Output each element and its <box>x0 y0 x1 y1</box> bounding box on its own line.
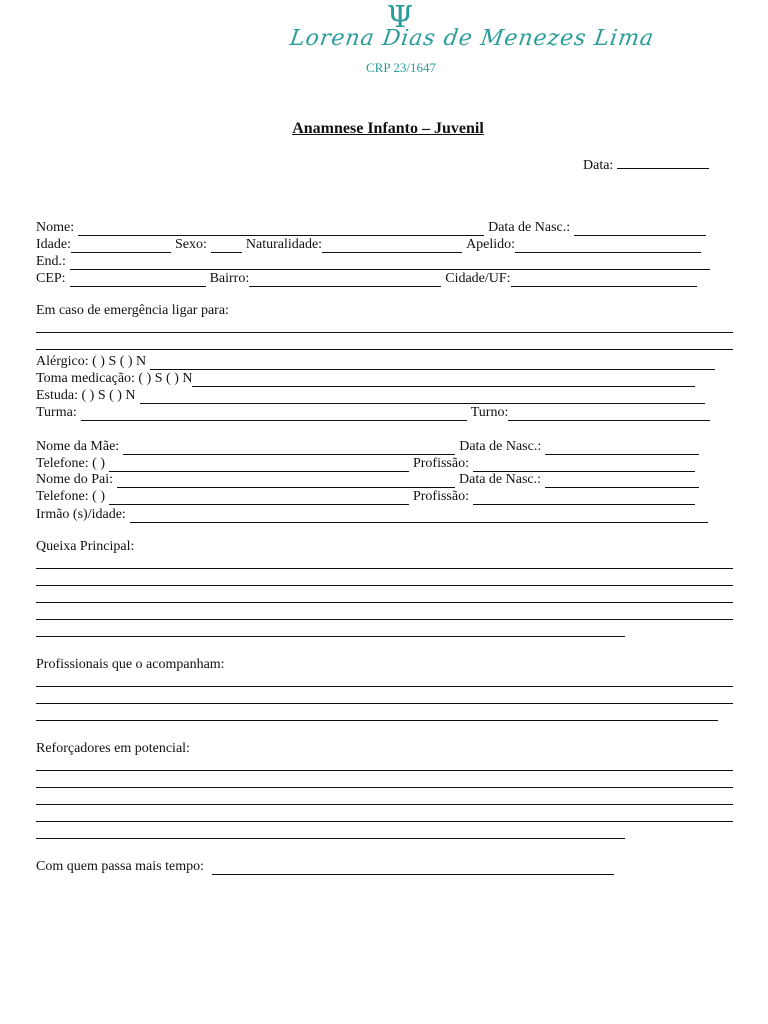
estuda-blank[interactable] <box>140 390 705 404</box>
reforcadores-label: Reforçadores em potencial: <box>36 741 190 756</box>
telefone-mae-label: Telefone: ( ) <box>36 456 105 471</box>
reforcadores-line-5[interactable] <box>36 838 625 839</box>
reforcadores-line-2[interactable] <box>36 787 733 788</box>
data-nasc-mae-label: Data de Nasc.: <box>459 439 542 454</box>
emergencia-label: Em caso de emergência ligar para: <box>36 303 229 318</box>
row-irmaos <box>36 506 708 523</box>
letterhead <box>0 0 768 80</box>
data-nasc-pai-label: Data de Nasc.: <box>459 472 542 487</box>
row-turma <box>36 404 710 421</box>
queixa-line-2[interactable] <box>36 585 733 586</box>
data-nasc-label: Data de Nasc.: <box>488 220 571 235</box>
telefone-pai-label: Telefone: ( ) <box>36 489 105 504</box>
crp-number: CRP 23/1647 <box>366 60 436 75</box>
queixa-line-3[interactable] <box>36 602 733 603</box>
passa-tempo-label: Com quem passa mais tempo: <box>36 859 204 874</box>
idade-blank[interactable] <box>71 239 171 253</box>
row-telefone-pai <box>36 488 695 505</box>
date-field[interactable] <box>583 155 709 174</box>
row-nome <box>36 219 706 236</box>
reforcadores-line-3[interactable] <box>36 804 733 805</box>
row-pai <box>36 471 699 488</box>
profissionais-line-1[interactable] <box>36 686 733 687</box>
turno-blank[interactable] <box>508 407 710 421</box>
row-estuda <box>36 387 705 404</box>
irmaos-blank[interactable] <box>130 509 708 523</box>
signature-logo: Lorena Dias de Menezes Lima <box>288 26 656 51</box>
turma-label: Turma: <box>36 405 77 420</box>
reforcadores-line-4[interactable] <box>36 821 733 822</box>
cep-blank[interactable] <box>70 273 206 287</box>
irmaos-label: Irmão (s)/idade: <box>36 507 126 522</box>
naturalidade-label: Naturalidade: <box>245 237 323 252</box>
naturalidade-blank[interactable] <box>322 239 462 253</box>
row-mae <box>36 438 699 455</box>
sexo-blank[interactable] <box>211 239 242 253</box>
estuda-label: Estuda: ( ) S ( ) N <box>36 388 136 403</box>
turno-label: Turno: <box>470 405 509 420</box>
nome-label: Nome: <box>36 220 75 235</box>
medicacao-label: Toma medicação: ( ) S ( ) N <box>36 371 193 386</box>
data-nasc-blank[interactable] <box>574 222 706 236</box>
bairro-label: Bairro: <box>209 271 250 286</box>
pai-label: Nome do Pai: <box>36 472 113 487</box>
bairro-blank[interactable] <box>249 273 441 287</box>
alergico-label: Alérgico: ( ) S ( ) N <box>36 354 147 369</box>
row-alergico <box>36 353 715 370</box>
emergencia-line-1[interactable] <box>36 332 733 333</box>
row-medicacao <box>36 370 695 387</box>
row-cep <box>36 270 697 287</box>
row-end <box>36 253 710 270</box>
telefone-pai-blank[interactable] <box>109 491 409 505</box>
profissao-pai-label: Profissão: <box>412 489 469 504</box>
data-nasc-pai-blank[interactable] <box>545 474 699 488</box>
turma-blank[interactable] <box>81 407 467 421</box>
cidade-blank[interactable] <box>511 273 697 287</box>
row-passa-tempo <box>36 858 614 875</box>
passa-tempo-blank[interactable] <box>212 861 614 875</box>
reforcadores-line-1[interactable] <box>36 770 733 771</box>
end-label: End.: <box>36 254 66 269</box>
cep-label: CEP: <box>36 271 66 286</box>
telefone-mae-blank[interactable] <box>109 458 409 472</box>
profissao-mae-blank[interactable] <box>473 458 695 472</box>
profissionais-label: Profissionais que o acompanham: <box>36 657 225 672</box>
row-telefone-mae <box>36 455 695 472</box>
alergico-blank[interactable] <box>150 356 715 370</box>
nome-blank[interactable] <box>78 222 484 236</box>
emergencia-line-2[interactable] <box>36 349 733 350</box>
queixa-line-5[interactable] <box>36 636 625 637</box>
medicacao-blank[interactable] <box>192 373 695 387</box>
queixa-label: Queixa Principal: <box>36 539 135 554</box>
apelido-label: Apelido: <box>466 237 516 252</box>
mae-label: Nome da Mãe: <box>36 439 120 454</box>
row-idade <box>36 236 701 253</box>
end-blank[interactable] <box>70 256 710 270</box>
form-title: Anamnese Infanto – Juvenil <box>292 120 484 137</box>
mae-blank[interactable] <box>123 441 455 455</box>
psi-logo-icon: Ψ <box>386 0 414 35</box>
profissionais-line-2[interactable] <box>36 703 733 704</box>
data-nasc-mae-blank[interactable] <box>545 441 699 455</box>
queixa-line-4[interactable] <box>36 619 733 620</box>
sexo-label: Sexo: <box>174 237 207 252</box>
profissao-mae-label: Profissão: <box>412 456 469 471</box>
date-label: Data: <box>583 158 614 173</box>
date-blank[interactable] <box>617 155 709 169</box>
idade-label: Idade: <box>36 237 71 252</box>
cidade-label: Cidade/UF: <box>445 271 511 286</box>
apelido-blank[interactable] <box>515 239 701 253</box>
profissionais-line-3[interactable] <box>36 720 718 721</box>
profissao-pai-blank[interactable] <box>473 491 695 505</box>
queixa-line-1[interactable] <box>36 568 733 569</box>
pai-blank[interactable] <box>117 474 455 488</box>
